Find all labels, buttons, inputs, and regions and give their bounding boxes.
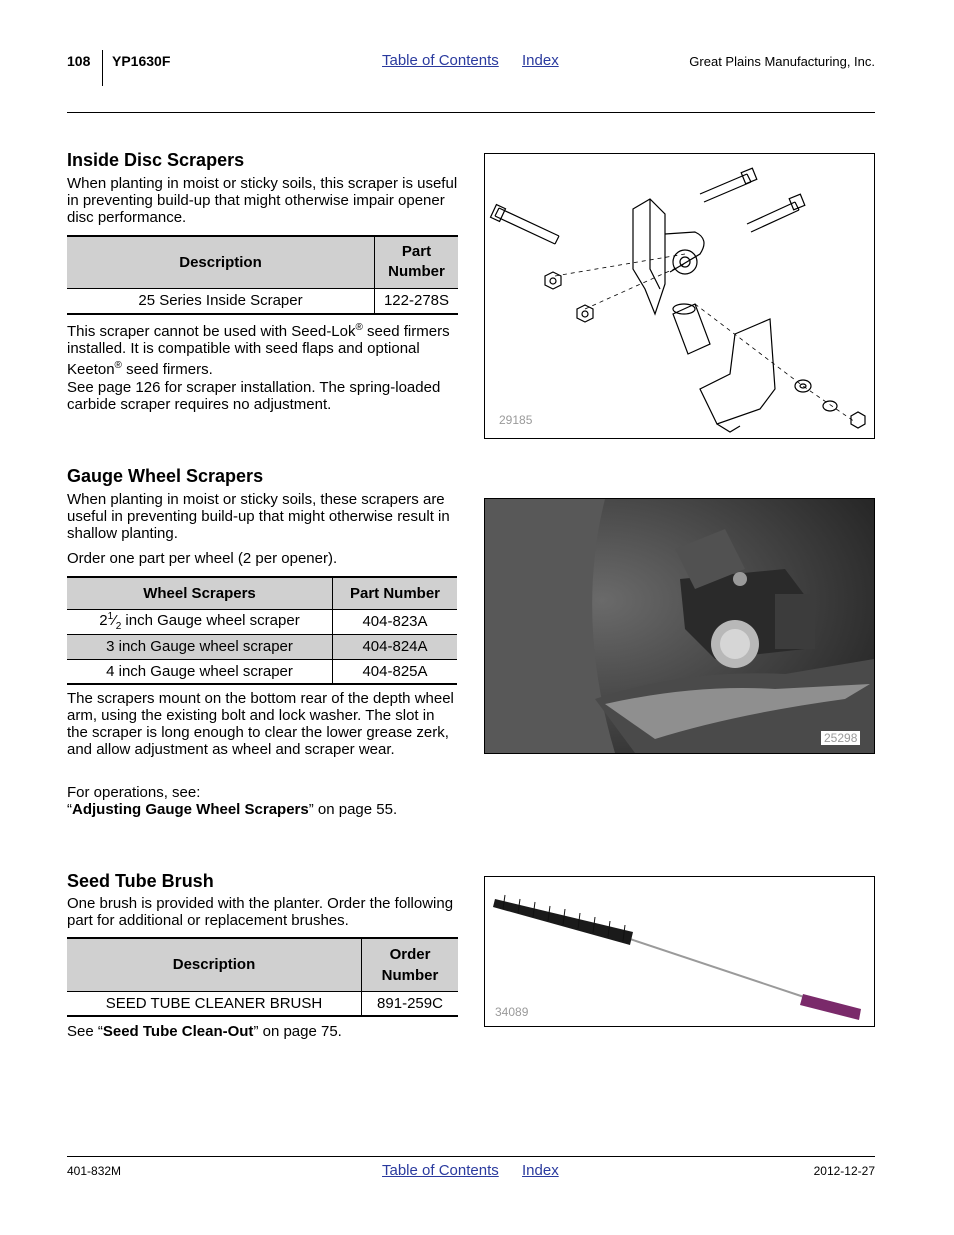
gauge-wheel-ops-ref: For operations, see: “Adjusting Gauge Wheel Scrapers” on page 55.	[67, 784, 398, 818]
inside-scraper-diagram	[484, 153, 875, 439]
table-header-description: Description	[67, 236, 375, 288]
gauge-wheel-order-note: Order one part per wheel (2 per opener).	[67, 550, 338, 567]
index-link[interactable]: Index	[522, 52, 559, 69]
footer-toc-link[interactable]: Table of Contents	[382, 1162, 499, 1179]
gauge-wheel-scraper-photo	[484, 498, 875, 754]
header-rule	[67, 112, 875, 113]
figure-number: 25298	[821, 731, 860, 745]
gauge-wheel-mount-note: The scrapers mount on the bottom rear of the depth wheel arm, using the existing bolt and lock washer. The slot in the scraper is long enough to clear the lower grease zerk, and allow adjustment as wheel and scraper wear.	[67, 690, 454, 758]
toc-link[interactable]: Table of Contents	[382, 52, 499, 69]
table-header-description: Description	[67, 938, 362, 991]
scraper-exploded-view	[485, 154, 874, 438]
doc-number: 401-832M	[67, 1164, 122, 1178]
table-row: $2^1⁄_2$ inch Gauge wheel scraper 404-823A	[67, 609, 457, 634]
inside-disc-intro: When planting in moist or sticky soils, this scraper is useful in preventing build-up that might otherwise impair opener disc performance.	[67, 175, 458, 226]
header-divider	[102, 50, 103, 86]
seed-tube-cleanout-ref: See “Seed Tube Clean-Out” on page 75.	[67, 1023, 342, 1040]
scraper-photo-render	[485, 499, 874, 753]
table-row: 3 inch Gauge wheel scraper 404-824A	[67, 634, 457, 659]
footer-rule	[67, 1156, 875, 1157]
table-header-wheel-scrapers: Wheel Scrapers	[67, 577, 333, 609]
section-title-gauge-wheel-scrapers: Gauge Wheel Scrapers	[67, 466, 264, 486]
inside-disc-compat-note: This scraper cannot be used with Seed-Lok® seed firmers installed. It is compatible with seed flaps and optional Keeton® seed firmers.	[67, 322, 450, 378]
page-number: 108	[67, 53, 91, 69]
table-row: 4 inch Gauge wheel scraper 404-825A	[67, 659, 457, 684]
table-header-part-number: Part Number	[375, 236, 459, 288]
table-header-part-number: Part Number	[333, 577, 458, 609]
footer-index-link[interactable]: Index	[522, 1162, 559, 1179]
seed-tube-brush-parts-table	[67, 937, 458, 1017]
company-name: Great Plains Manufacturing, Inc.	[689, 54, 875, 69]
seed-tube-brush-photo	[484, 876, 875, 1027]
inside-disc-parts-table	[67, 235, 458, 315]
gauge-wheel-parts-table	[67, 576, 457, 685]
table-row: 25 Series Inside Scraper 122-278S	[67, 288, 458, 314]
section-title-seed-tube-brush: Seed Tube Brush	[67, 871, 214, 891]
brush-render	[485, 877, 874, 1026]
table-header-order-number: Order Number	[362, 938, 459, 991]
publish-date: 2012-12-27	[813, 1164, 875, 1178]
gauge-wheel-intro: When planting in moist or sticky soils, these scrapers are useful in preventing build-up that might otherwise result in shallow planting.	[67, 491, 450, 542]
figure-number: 34089	[495, 1005, 529, 1019]
model-name: YP1630F	[112, 53, 171, 69]
table-row: SEED TUBE CLEANER BRUSH 891-259C	[67, 991, 458, 1016]
figure-number: 29185	[499, 413, 533, 427]
seed-tube-brush-intro: One brush is provided with the planter. Order the following part for additional or replacement brushes.	[67, 895, 454, 929]
inside-disc-install-note: See page 126 for scraper installation. The spring-loaded carbide scraper requires no adjustment.	[67, 379, 441, 413]
section-title-inside-disc-scrapers: Inside Disc Scrapers	[67, 150, 245, 170]
